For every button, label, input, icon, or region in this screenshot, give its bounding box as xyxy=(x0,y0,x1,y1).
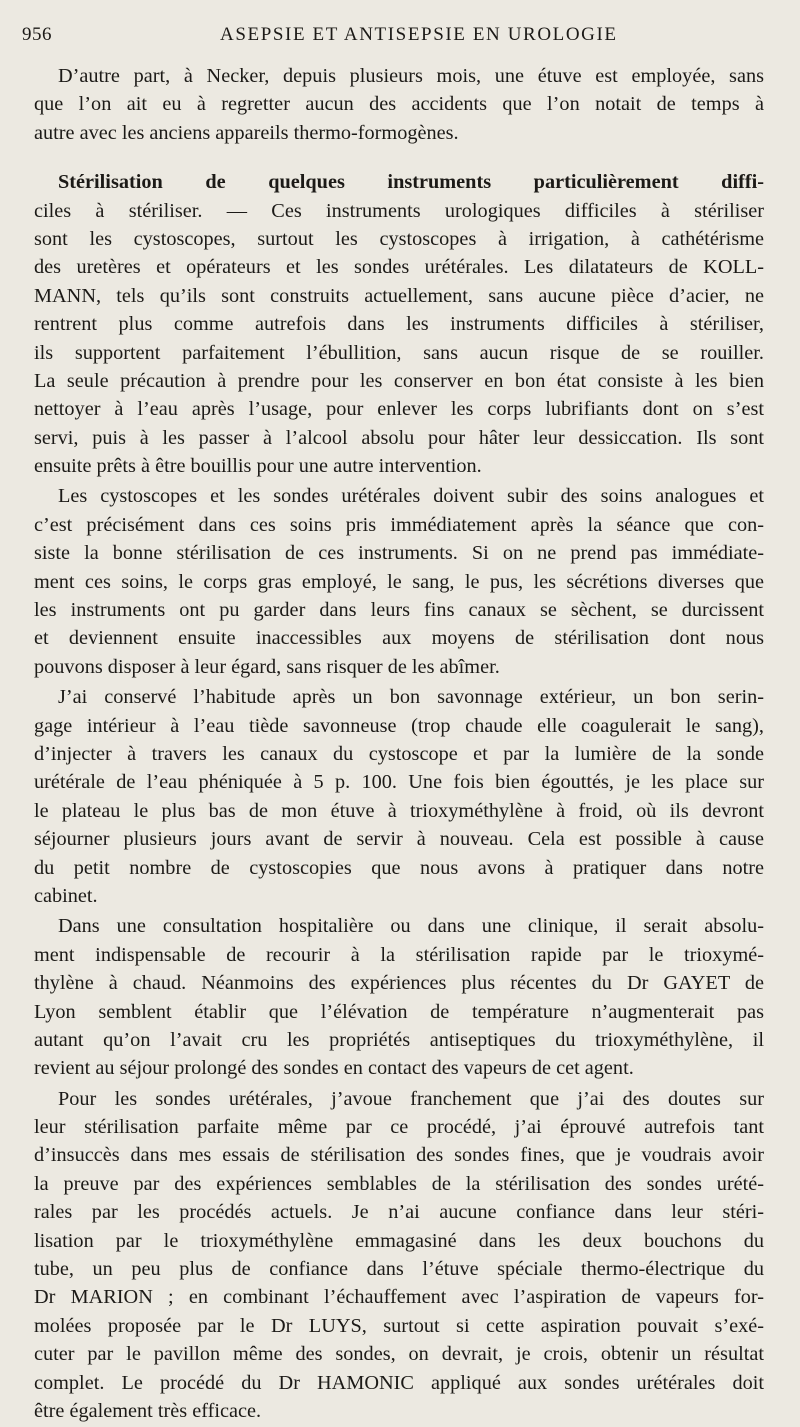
text-line: pouvons disposer à leur égard, sans risquer de les abîmer. xyxy=(34,655,500,678)
text-line: Lyon semblent établir que l’élévation de température n’augmenterait pas xyxy=(34,1000,764,1023)
paragraph xyxy=(34,1085,764,1426)
text-line: leur stérilisation parfaite même par ce procédé, j’ai éprouvé autrefois tant xyxy=(34,1116,764,1139)
text-line: du petit nombre de cystoscopies que nous avons à pratiquer dans notre xyxy=(34,856,764,879)
text-line: d’insuccès dans mes essais de stérilisation des sondes fines, que je voudrais avoir xyxy=(34,1144,764,1167)
paragraph xyxy=(34,168,764,480)
text-line: Pour les sondes urétérales, j’avoue franchement que j’ai des doutes sur xyxy=(58,1087,764,1110)
text-line: le plateau le plus bas de mon étuve à trioxyméthylène à froid, où ils devront xyxy=(34,799,764,822)
text-line: autre avec les anciens appareils thermo-formogènes. xyxy=(34,121,459,144)
text-line: siste la bonne stérilisation de ces instruments. Si on ne prend pas immédiate- xyxy=(34,542,764,565)
paragraph xyxy=(34,482,764,681)
text-line: ment ces soins, le corps gras employé, le sang, le pus, les sécrétions diverses que xyxy=(34,570,764,593)
text-line: que l’on ait eu à regretter aucun des accidents que l’on notait de temps à xyxy=(34,93,764,116)
text-line: être également très efficace. xyxy=(34,1399,262,1422)
text-line: Dans une consultation hospitalière ou dans une clinique, il serait absolu- xyxy=(58,915,764,938)
text-line: rentrent plus comme autrefois dans les instruments difficiles à stériliser, xyxy=(34,313,764,336)
text-line: ils supportent parfaitement l’ébullition, sans aucun risque de se rouiller. xyxy=(34,341,764,364)
section-heading-line: Stérilisation de quelques instruments particulièrement diffi- xyxy=(58,171,764,194)
text-line: ciles à stériliser. — Ces instruments urologiques difficiles à stériliser xyxy=(34,199,764,222)
text-line: la preuve par des expériences semblables de la stérilisation des sondes urété- xyxy=(34,1172,764,1195)
text-line: urétérale de l’eau phéniquée à 5 p. 100. Une fois bien égouttés, je les place sur xyxy=(34,771,764,794)
text-line: D’autre part, à Necker, depuis plusieurs mois, une étuve est employée, sans xyxy=(58,65,764,87)
text-line: molées proposée par le Dr LUYS, surtout si cette aspiration pouvait s’exé- xyxy=(34,1314,764,1337)
text-line: thylène à chaud. Néanmoins des expériences plus récentes du Dr GAYET de xyxy=(34,972,764,995)
text-line: les instruments ont pu garder dans leurs fins canaux se sèchent, se durcissent xyxy=(34,599,764,622)
running-title: ASEPSIE ET ANTISEPSIE EN UROLOGIE xyxy=(220,24,618,45)
text-line: des uretères et opérateurs et les sondes urétérales. Les dilatateurs de KOLL- xyxy=(34,256,764,279)
text-line: cabinet. xyxy=(34,884,98,907)
text-line: autant qu’on l’avait cru les propriétés antiseptiques du trioxyméthylène, il xyxy=(34,1028,764,1051)
text-line: MANN, tels qu’ils sont construits actuellement, sans aucune pièce d’acier, ne xyxy=(34,284,764,307)
text-line: ensuite prêts à être bouillis pour une autre intervention. xyxy=(34,455,482,478)
text-line: Les cystoscopes et les sondes urétérales doivent subir des soins analogues et xyxy=(58,485,764,508)
text-line: tube, un peu plus de confiance dans l’étuve spéciale thermo-électrique du xyxy=(34,1258,764,1281)
text-line: Dr MARION ; en combinant l’échauffement avec l’aspiration de vapeurs for- xyxy=(34,1286,764,1309)
text-line: c’est précisément dans ces soins pris immédiatement après la séance que con- xyxy=(34,513,764,536)
text-line: lisation par le trioxyméthylène emmagasiné dans les deux bouchons du xyxy=(34,1229,764,1252)
text-line: J’ai conservé l’habitude après un bon savonnage extérieur, un bon serin- xyxy=(58,686,764,709)
text-line: revient au séjour prolongé des sondes en contact des vapeurs de cet agent. xyxy=(34,1057,634,1080)
text-line: ment indispensable de recourir à la stérilisation rapide par le trioxymé- xyxy=(34,943,764,966)
text-line: d’injecter à travers les canaux du cystoscope et par la lumière de la sonde xyxy=(34,742,764,765)
text-line: cuter par le pavillon même des sondes, on devrait, je crois, obtenir un résultat xyxy=(34,1343,764,1366)
text-line: complet. Le procédé du Dr HAMONIC appliqué aux sondes urétérales doit xyxy=(34,1371,764,1394)
paragraph xyxy=(34,683,764,910)
text-line: et deviennent ensuite inaccessibles aux moyens de stérilisation dont nous xyxy=(34,627,764,650)
text-line: rales par les procédés actuels. Je n’ai aucune confiance dans leur stéri- xyxy=(34,1201,764,1224)
text-line: La seule précaution à prendre pour les conserver en bon état consiste à les bien xyxy=(34,369,764,392)
text-line: servi, puis à les passer à l’alcool absolu pour hâter leur dessiccation. Ils sont xyxy=(34,426,764,449)
text-line: gage intérieur à l’eau tiède savonneuse (trop chaude elle coagulerait le sang), xyxy=(34,714,764,737)
page-number: 956 xyxy=(22,24,52,45)
page-header xyxy=(22,24,782,50)
paragraph xyxy=(34,912,764,1082)
text-line: séjourner plusieurs jours avant de servir à nouveau. Cela est possible à cause xyxy=(34,828,764,851)
text-line: sont les cystoscopes, surtout les cystoscopes à irrigation, à cathétérisme xyxy=(34,227,764,250)
text-line: nettoyer à l’eau après l’usage, pour enlever les corps lubrifiants dont on s’est xyxy=(34,398,764,421)
page-body xyxy=(34,62,764,1427)
paragraph xyxy=(34,62,764,147)
